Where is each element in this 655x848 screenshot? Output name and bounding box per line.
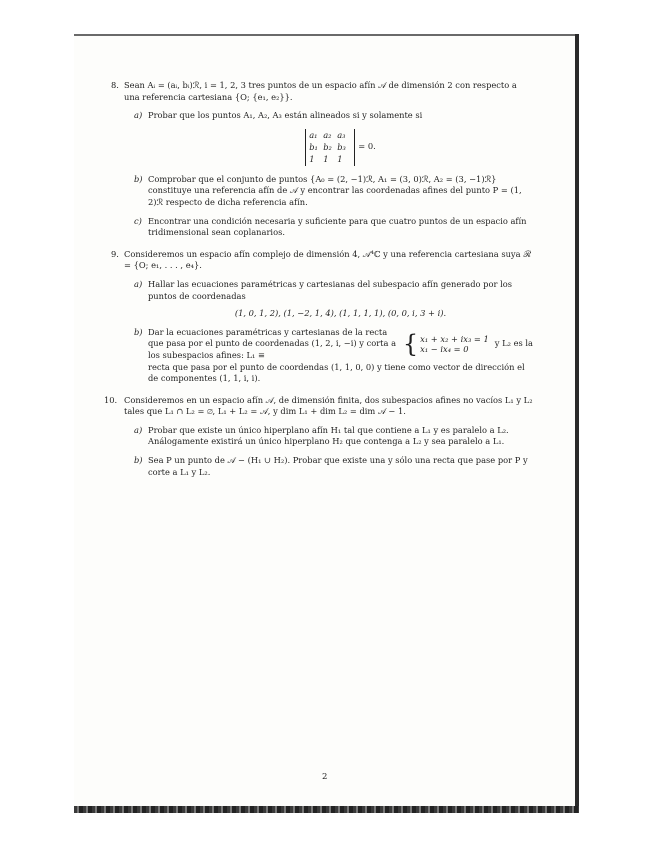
part-label: c): [134, 215, 142, 226]
problem-statement: Consideremos en un espacio afín 𝒜, de dimensión finita, dos subespacios afines no vacíos L₁ y L₂ tales que L₁ ∩ L₂ = ∅, L₁ + L₂ = 𝒜, y dim L₁ + dim L₂ = dim 𝒜 − 1.: [124, 394, 533, 417]
part-label: b): [134, 173, 143, 184]
part-label: a): [134, 424, 143, 435]
part-text: Sea P un punto de 𝒜 − (H₁ ∪ H₂). Probar que existe una y sólo una recta que pase por P y corte a L₁ y L₂.: [148, 455, 528, 477]
problem-8-part-b: [124, 174, 533, 209]
points-formula: (1, 0, 1, 2), (1, −2, 1, 4), (1, 1, 1, 1), (0, 0, i, 3 + i).: [234, 308, 447, 319]
part-text-end: recta que pasa por el punto de coordendas (1, 1, 0, 0) y tiene como vector de dirección el de componentes (1, 1, i, i).: [148, 361, 525, 384]
problem-8-part-a: [124, 110, 533, 166]
equation: x₁ + x₂ + ix₃ = 1: [420, 334, 489, 345]
part-text: Probar que los puntos A₁, A₂, A₃ están alineados si y solamente si: [148, 110, 423, 121]
system-line: [148, 327, 533, 362]
det-cell: b₃: [337, 141, 346, 152]
determinant-equation: [148, 129, 533, 166]
determinant: [305, 129, 355, 166]
determinant-rhs: = 0.: [358, 141, 376, 152]
det-cell: b₂: [323, 141, 332, 152]
part-text: Encontrar una condición necesaria y suficiente para que cuatro puntos de un espacio afín tridimensional sean coplanarios.: [148, 215, 527, 238]
part-label: b): [134, 326, 143, 337]
part-text: Comprobar que el conjunto de puntos {A₀ = (2, −1)ℛ, A₁ = (3, 0)ℛ, A₂ = (3, −1)ℛ} constituye una referencia afín de 𝒜 y encontrar las coordenadas afines del punto P = (1, 2)ℛ respecto de dicha referencia afín.: [148, 173, 522, 207]
part-text: Dar la ecuaciones paramétricas y cartesianas de la recta que pasa por el punto de coordenadas (1, 2, i, −i) y corta a los subespacios afines: L₁ ≡: [148, 326, 397, 360]
page-number: 2: [322, 772, 328, 782]
det-cell: 1: [323, 153, 329, 164]
problem-number: 8.: [111, 80, 119, 90]
det-cell: 1: [309, 153, 315, 164]
problem-9-part-b: [124, 327, 533, 385]
page-bottom-edge: [74, 806, 579, 813]
page-top-edge: [74, 34, 579, 36]
problem-8: [113, 80, 533, 239]
problem-number: 9.: [111, 248, 119, 259]
part-text: Probar que existe un único hiperplano afín H₁ tal que contiene a L₁ y es paralelo a L₂. Análogamente existirá un único hiperplano H₂ que contenga a L₂ y sea paralelo a L₁.: [148, 424, 509, 447]
problem-10-part-b: [124, 455, 533, 478]
part-text: Hallar las ecuaciones paramétricas y cartesianas del subespacio afín generado por los puntos de coordenadas: [148, 278, 512, 301]
equation-system: [420, 334, 489, 354]
part-label: a): [134, 278, 143, 289]
part-label: b): [134, 455, 143, 466]
problem-8-part-c: [124, 216, 533, 239]
problem-statement: Consideremos un espacio afín complejo de dimensión 4, 𝒜⁴ℂ y una referencia cartesiana suya ℛ = {O; e₁, . . . , e₄}.: [124, 248, 531, 271]
problem-number: 10.: [104, 394, 118, 405]
det-cell: b₁: [309, 141, 318, 152]
det-cell: a₃: [337, 129, 346, 140]
det-cell: 1: [337, 153, 343, 164]
part-label: a): [134, 110, 143, 121]
problem-10: [104, 394, 533, 479]
problem-9: [113, 249, 533, 385]
document-content: [104, 80, 533, 488]
det-cell: a₂: [323, 129, 332, 140]
problem-statement: Sean Aᵢ = (aᵢ, bᵢ)ℛ, i = 1, 2, 3 tres puntos de un espacio afín 𝒜 de dimensión 2 con respecto a una referencia cartesiana {O; {e₁, e₂}}.: [124, 80, 517, 102]
page-right-edge: [575, 34, 579, 812]
part-text-after: y L₂ es la: [494, 338, 533, 349]
brace-symbol: {: [402, 330, 419, 359]
det-cell: a₁: [309, 129, 318, 140]
problem-10-part-a: [124, 425, 533, 448]
equation: x₁ − ix₄ = 0: [420, 344, 469, 355]
problem-9-part-a: [124, 279, 533, 320]
